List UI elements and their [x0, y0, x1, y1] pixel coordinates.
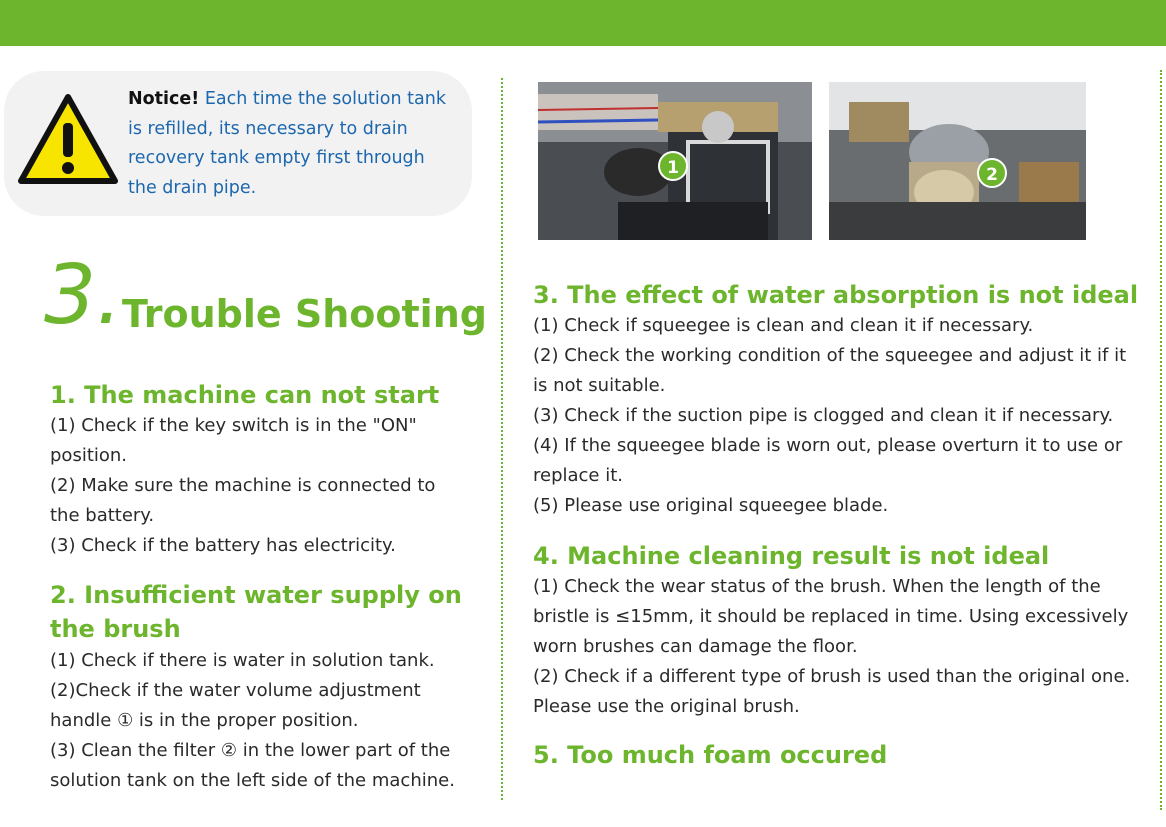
item-4-line-2: (2) Check if a different type of brush is used than the original one. Please use the original brush.	[533, 666, 1131, 717]
item-1-title: 1. The machine can not start	[50, 381, 440, 409]
photo-badge-1: 1	[658, 151, 688, 181]
item-2-body	[50, 646, 480, 796]
item-2-title: 2. Insufficient water supply on the brush	[50, 581, 462, 643]
notice-box	[4, 71, 472, 216]
item-2-line-1: (1) Check if there is water in solution tank.	[50, 650, 435, 671]
item-4-body	[533, 572, 1133, 722]
item-3-line-3: (3) Check if the suction pipe is clogged and clean it if necessary.	[533, 405, 1114, 426]
item-3-line-2: (2) Check the working condition of the squeegee and adjust it if it is not suitable.	[533, 345, 1127, 396]
item-3-line-4: (4) If the squeegee blade is worn out, please overturn it to use or replace it.	[533, 435, 1123, 486]
column-divider	[501, 78, 503, 800]
photo-filter	[829, 82, 1086, 240]
photo-badge-2: 2	[977, 158, 1007, 188]
notice-text	[128, 85, 458, 203]
notice-message: Each time the solution tank is refilled, its necessary to drain recovery tank empty first through the drain pipe.	[128, 89, 446, 198]
item-1-line-1: (1) Check if the key switch is in the "ON" position.	[50, 415, 417, 466]
edge-dotted-line	[1160, 70, 1162, 810]
section-number: 3.	[44, 248, 123, 343]
item-3-line-5: (5) Please use original squeegee blade.	[533, 495, 889, 516]
item-1-line-3: (3) Check if the battery has electricity.	[50, 535, 396, 556]
top-banner	[0, 0, 1166, 46]
section-title: Trouble Shooting	[122, 292, 487, 336]
item-3-line-1: (1) Check if squeegee is clean and clean it if necessary.	[533, 315, 1034, 336]
item-1-body	[50, 411, 460, 561]
item-1-line-2: (2) Make sure the machine is connected to the battery.	[50, 475, 436, 526]
filter-photo	[829, 82, 1086, 240]
item-2-line-3: (3) Clean the filter ② in the lower part of the solution tank on the left side of the machine.	[50, 740, 455, 791]
item-2-line-2: (2)Check if the water volume adjustment handle ① is in the proper position.	[50, 680, 421, 731]
item-3-body	[533, 311, 1133, 521]
photo-handle	[538, 82, 812, 240]
item-4-line-1: (1) Check the wear status of the brush. When the length of the bristle is ≤15mm, it should be replaced in time. Using excessively worn brushes can damage the floor.	[533, 576, 1129, 657]
item-3-title: 3. The effect of water absorption is not ideal	[533, 281, 1139, 309]
notice-label: Notice!	[128, 89, 200, 109]
warning-icon	[18, 93, 118, 185]
item-5-title: 5. Too much foam occured	[533, 741, 888, 769]
item-4-title: 4. Machine cleaning result is not ideal	[533, 542, 1050, 570]
